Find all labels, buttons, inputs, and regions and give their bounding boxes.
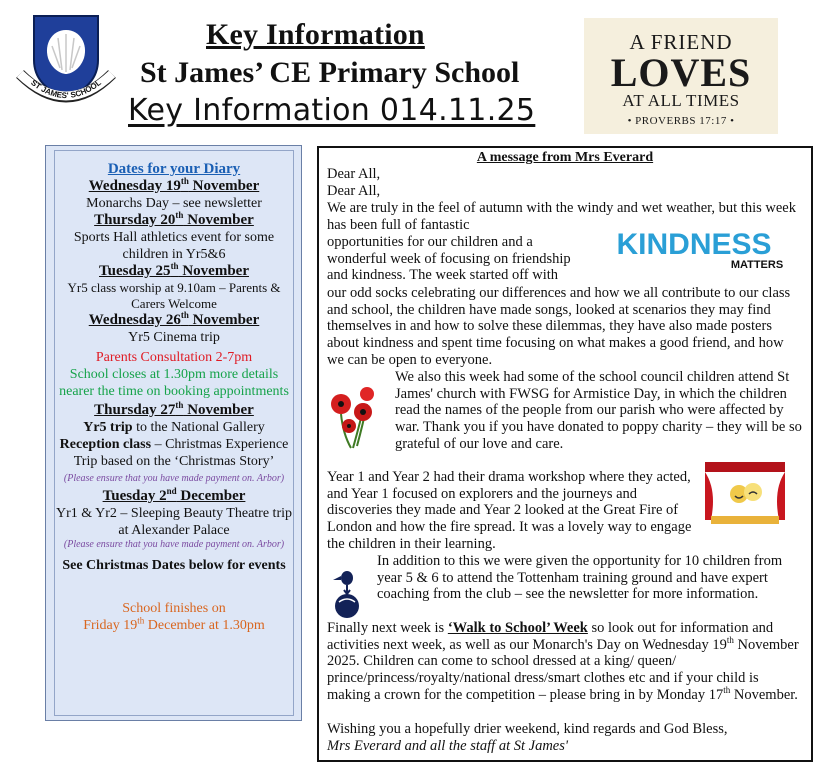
svg-text:ST JAMES' SCHOOL: ST JAMES' SCHOOL <box>29 78 103 101</box>
friend-line3: AT ALL TIMES <box>622 91 740 110</box>
friend-line4: • PROVERBS 17:17 • <box>627 115 735 127</box>
school-name: St James’ CE Primary School <box>140 56 520 89</box>
para-2: We also this week had some of the school council children attend St James' church with FWSG for Armistice Day, in which the children read the names of the people from our parish who were affected by war. Thank you if you have donated to poppy charity – they will be so grateful of our love and care. <box>395 369 802 452</box>
school-crest-logo <box>14 12 118 112</box>
diary-date-3: Tuesday 25th November <box>99 261 249 279</box>
tottenham-logo-icon <box>327 566 367 622</box>
message-panel <box>317 146 813 762</box>
diary-date-5: Thursday 27th November <box>94 400 254 418</box>
diary-heading: Dates for your Diary <box>107 161 241 177</box>
kindness-matters-image <box>597 224 791 274</box>
diary-panel <box>45 145 302 721</box>
greeting-2: Dear All, <box>327 183 381 199</box>
diary-finish-line2: Friday 19th December at 1.30pm <box>83 615 265 633</box>
para-5: Finally next week is ‘Walk to School’ Week so look out for information and activities next week, as well as our Monarch's Day on Wednesday 19th November 2025. Children can come to school dressed at a king/ queen/ prince/princess/royalty/national dress/smart clothes etc and if your child is making a crown for the competition – please bring in by Monday 17th November. <box>327 620 799 703</box>
friend-line1: A FRIEND <box>629 30 733 54</box>
diary-finish-line1: School finishes on <box>122 601 226 616</box>
svg-text:MATTERS: MATTERS <box>730 259 784 271</box>
diary-event-2: Sports Hall athletics event for some children in Yr5&6 <box>73 230 275 262</box>
diary-date-6: Tuesday 2nd December <box>102 486 246 504</box>
friend-sign-image <box>584 18 778 134</box>
diary-event-5b: Reception class – Christmas Experience Trip based on the ‘Christmas Story’ <box>59 437 289 469</box>
diary-event-5a: Yr5 trip to the National Gallery <box>83 420 265 435</box>
diary-date-2: Thursday 20th November <box>94 210 254 228</box>
diary-event-1: Monarchs Day – see newsletter <box>86 196 262 211</box>
key-info-date: Key Information 014.11.25 <box>128 93 536 128</box>
diary-event-6: Yr1 & Yr2 – Sleeping Beauty Theatre trip at Alexander Palace <box>56 506 292 538</box>
diary-date-4: Wednesday 26th November <box>88 310 260 328</box>
message-title: A message from Mrs Everard <box>476 150 654 165</box>
diary-payment-note-2: (Please ensure that you have made payment on. Arbor) <box>63 539 285 550</box>
diary-school-closes: School closes at 1.30pm more details nearer the time on booking appointments <box>59 367 289 399</box>
para-3: Year 1 and Year 2 had their drama workshop where they acted, and Year 1 focused on explorers and the journeys and discoveries they made and Year 2 looked at the Great Fire of London and how the fire spread. It was a lovely way to engage the children in their learning. <box>327 469 692 552</box>
poppy-icon <box>327 384 377 450</box>
greeting-1: Dear All, <box>327 166 381 182</box>
closing-line: Wishing you a hopefully drier weekend, kind regards and God Bless, <box>327 721 728 737</box>
diary-event-3: Yr5 class worship at 9.10am – Parents & Carers Welcome <box>67 280 281 311</box>
walk-to-school-week: ‘Walk to School’ Week <box>447 620 588 636</box>
svg-text:KINDNESS: KINDNESS <box>616 228 772 261</box>
signoff-line: Mrs Everard and all the staff at St James' <box>327 738 568 754</box>
para-1a: We are truly in the feel of autumn with the windy and wet weather, but this week has been full of fantastic <box>327 200 796 233</box>
diary-parents-consultation: Parents Consultation 2-7pm <box>95 350 253 365</box>
diary-christmas-note: See Christmas Dates below for events <box>62 558 286 573</box>
diary-inner <box>54 150 294 716</box>
page-title: Key Information <box>206 18 425 51</box>
para-4: In addition to this we were given the opportunity for 10 children from year 5 & 6 to attend the Tottenham training ground and have expert coaching from the club – see the newsletter for more information. <box>377 553 783 603</box>
theatre-stage-image <box>703 460 787 526</box>
para-1b: opportunities for our children and a wonderful week of focusing on friendship and kindness. The week started off with <box>327 234 571 284</box>
para-1c: our odd socks celebrating our differences and how we all contribute to our class and school, the children have made songs, looked at scenarios they may find themselves in and how to solve these dilemmas, they have also made posters about kindness and spent time focusing on what makes a good friend, and how we can be open to everyone. <box>327 285 791 368</box>
diary-date-1: Wednesday 19th November <box>88 176 260 194</box>
friend-line2: LOVES <box>610 50 752 95</box>
diary-payment-note-1: (Please ensure that you have made payment on. Arbor) <box>63 473 285 484</box>
diary-event-4: Yr5 Cinema trip <box>128 330 220 345</box>
